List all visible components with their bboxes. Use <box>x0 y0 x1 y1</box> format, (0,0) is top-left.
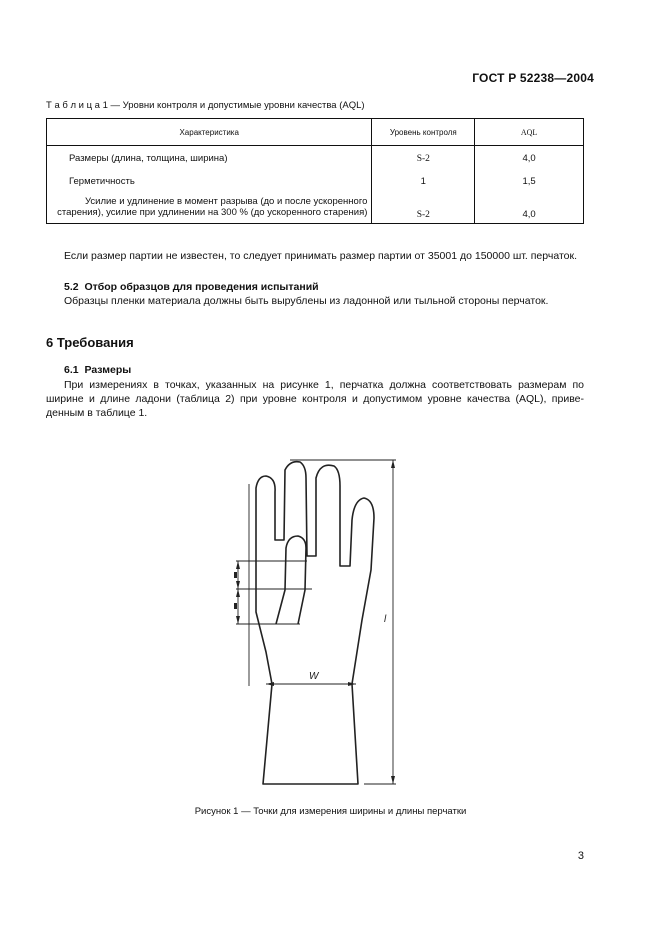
table-caption: Т а б л и ц а 1 — Уровни контроля и допустимые уровни качества (AQL) <box>46 100 365 111</box>
section-6-1-number: 6.1 <box>64 364 79 376</box>
standard-number: ГОСТ Р 52238—2004 <box>472 71 594 85</box>
section-5-2-number: 5.2 <box>64 281 79 293</box>
cell-characteristic: Размеры (длина, толщина, ширина) <box>47 146 372 172</box>
width-label: W <box>309 671 319 682</box>
cell-aql: 1,5 <box>475 172 584 192</box>
figure-caption: Рисунок 1 — Точки для измерения ширины и длины перчатки <box>194 806 467 817</box>
section-5-2-heading <box>46 280 584 294</box>
table-row <box>47 192 584 224</box>
column-header-characteristic: Характеристика <box>47 119 372 146</box>
glove-thumb <box>276 536 306 624</box>
cell-aql: 4,0 <box>475 192 584 224</box>
table-row <box>47 146 584 172</box>
section-6-title: 6 Требования <box>46 335 134 350</box>
table-header-row <box>47 119 584 146</box>
section-5-2-text: Образцы пленки материала должны быть вырублены из ладонной или тыльной стороны перчаток. <box>64 295 549 307</box>
cell-level: S-2 <box>372 192 475 224</box>
cell-level: S-2 <box>372 146 475 172</box>
column-header-aql: AQL <box>475 119 584 146</box>
glove-figure <box>220 450 420 795</box>
cell-characteristic <box>47 192 372 224</box>
page-number: 3 <box>577 850 584 862</box>
cell-characteristic: Герметичность <box>47 172 372 192</box>
length-label: l <box>384 614 387 625</box>
cell-level: 1 <box>372 172 475 192</box>
side-marker <box>234 572 237 578</box>
cell-characteristic-line: старения), усилие при удлинении на 300 % (до ускоренного старения) <box>57 207 368 219</box>
section-6-1-heading <box>46 363 584 377</box>
glove-outline <box>256 462 374 784</box>
column-header-level: Уровень контроля <box>372 119 475 146</box>
cell-characteristic-line: Усилие и удлинение в момент разрыва (до и после ускоренного <box>84 196 368 208</box>
quality-levels-table <box>46 118 584 224</box>
side-marker <box>234 603 237 609</box>
section-6-1-title: Размеры <box>84 364 132 376</box>
batch-size-paragraph: Если размер партии не известен, то следует принимать размер партии от 35001 до 150000 шт. перчаток. <box>64 250 577 262</box>
section-6-1-text: При измерениях в точках, указанных на рисунке 1, перчатка должна соответствовать размерам по ширине и длине ладони (таблица 2) при уровне контроля и допустимом уровне качества (AQL), приве-денным в таблице 1. <box>46 379 584 419</box>
cell-aql: 4,0 <box>475 146 584 172</box>
table-row <box>47 172 584 192</box>
section-5-2-title: Отбор образцов для проведения испытаний <box>84 281 319 293</box>
